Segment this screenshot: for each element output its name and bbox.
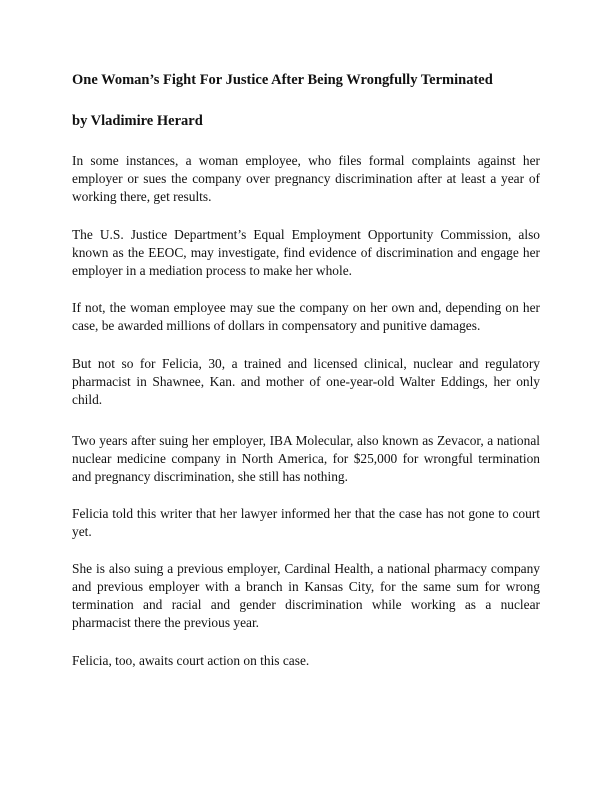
paragraph-3: If not, the woman employee may sue the company on her own and, depending on her case, be awarded millions of dollars in compensatory and punitive damages. — [72, 300, 540, 333]
article-title: One Woman’s Fight For Justice After Being Wrongfully Terminated — [72, 72, 493, 88]
paragraph-1: In some instances, a woman employee, who files formal complaints against her employer or sues the company over pregnancy discrimination after at least a year of working there, get results. — [72, 153, 540, 204]
paragraph-5: Two years after suing her employer, IBA Molecular, also known as Zevacor, a national nuclear medicine company in North America, for $25,000 for wrongful termination and pregnancy discrimination, she still has nothing. — [72, 433, 540, 484]
paragraph-2: The U.S. Justice Department’s Equal Employment Opportunity Commission, also known as the EEOC, may investigate, find evidence of discrimination and engage her employer in a mediation process to make her whole. — [72, 227, 540, 278]
paragraph-4: But not so for Felicia, 30, a trained and licensed clinical, nuclear and regulatory pharmacist in Shawnee, Kan. and mother of one-year-old Walter Eddings, her only child. — [72, 356, 540, 407]
paragraph-6: Felicia told this writer that her lawyer informed her that the case has not gone to court yet. — [72, 506, 540, 539]
article-byline: by Vladimire Herard — [72, 113, 203, 129]
paragraph-8: Felicia, too, awaits court action on this case. — [72, 653, 310, 668]
paragraph-7: She is also suing a previous employer, Cardinal Health, a national pharmacy company and previous employer with a branch in Kansas City, for the same sum for wrong termination and racial and gender discrimination while working as a nuclear pharmacist there the previous year. — [72, 561, 540, 630]
